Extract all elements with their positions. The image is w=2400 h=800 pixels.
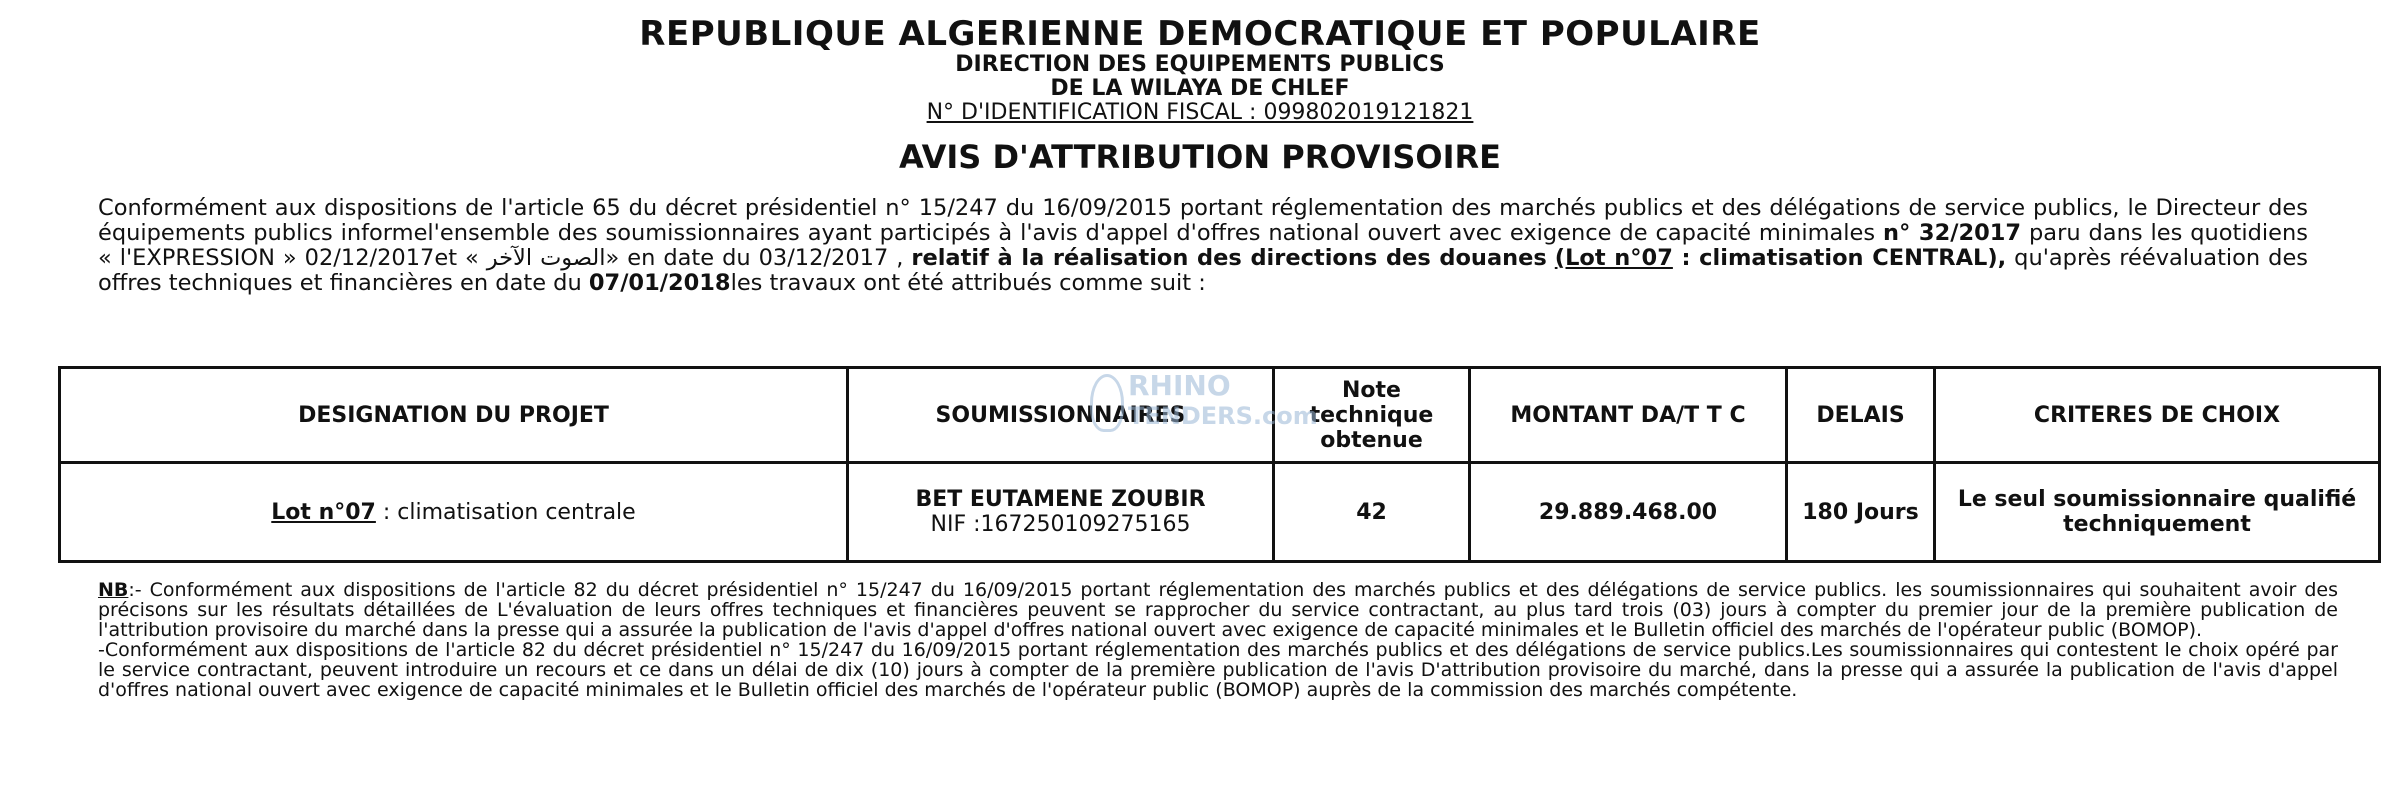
republic-heading: REPUBLIQUE ALGERIENNE DEMOCRATIQUE ET POPULAIRE xyxy=(639,14,1761,54)
table-header-row xyxy=(60,368,2380,463)
col-header-criteres: CRITERES DE CHOIX xyxy=(1935,368,2380,463)
soumissionnaire-name: BET EUTAMENE ZOUBIR xyxy=(915,487,1206,512)
direction-heading: DIRECTION DES EQUIPEMENTS PUBLICS xyxy=(955,52,1445,77)
lot-description: : climatisation centrale xyxy=(375,499,636,525)
cell-designation xyxy=(60,463,848,562)
lot-reference-label: (Lot n°07 xyxy=(1554,245,1673,271)
nb-text-1: :- Conformément aux dispositions de l'article 82 du décret présidentiel n° 15/247 du 16/09/2015 portant réglementation des marchés publics et des délégations de service publics. les soumissionnaires qui souhaitent avoir des précisons sur les résultats détaillées de L'évaluation de leurs offres techniques et financières peuvent se rapprocher du service contractant, au plus tard trois (03) jours à compter du premier jour de la première publication de l'attribution provisoire du marché dans la presse qui a assurée la publication de l'avis d'appel d'offres national ouvert avec exigence de capacité minimales et le Bulletin officiel des marchés de l'opérateur public (BOMOP). xyxy=(98,579,2338,641)
soumissionnaire-nif: NIF :167250109275165 xyxy=(930,512,1191,537)
cell-delais: 180 Jours xyxy=(1787,463,1935,562)
intro-text-2: paru dans les quotidiens « l'EXPRESSION » 02/12/2017et « xyxy=(98,220,2308,271)
intro-text-1: Conformément aux dispositions de l'article 65 du décret présidentiel n° 15/247 du 16/09/2015 portant réglementation des marchés publics et des délégations de service publics, le Directeur des équipements publics informel'ensemble des soumissionnaires ayant participés à l'avis d'appel d'offres national ouvert avec exigence de capacité minimales xyxy=(98,195,2308,246)
lot-reference xyxy=(1555,245,2006,271)
cell-criteres: Le seul soumissionnaire qualifié techniquement xyxy=(1935,463,2380,562)
cell-soumissionnaire xyxy=(848,463,1274,562)
notice-title: AVIS D'ATTRIBUTION PROVISOIRE xyxy=(898,138,1502,176)
intro-paragraph xyxy=(98,196,2308,296)
col-header-montant: MONTANT DA/T T C xyxy=(1470,368,1787,463)
nb-paragraph-1 xyxy=(98,580,2338,640)
relatif-text: relatif à la réalisation des directions des douanes xyxy=(911,245,1547,271)
evaluation-date: 07/01/2018 xyxy=(588,270,731,296)
watermark-line-2: TENDERS.com xyxy=(1128,402,1318,430)
wilaya-heading: DE LA WILAYA DE CHLEF xyxy=(1050,76,1350,101)
watermark-line-1: RHINO xyxy=(1128,369,1231,402)
cell-note: 42 xyxy=(1274,463,1470,562)
col-header-delais: DELAIS xyxy=(1787,368,1935,463)
avis-number: n° 32/2017 xyxy=(1883,220,2022,246)
intro-text-4: qu'après réévaluation des offres techniques et financières en date du xyxy=(98,245,2309,296)
nb-paragraph-2: -Conformément aux dispositions de l'article 82 du décret présidentiel n° 15/247 du 16/09/2015 portant réglementation des marchés publics et des délégations de service publics.Les soumissionnaires qui contestent le choix opéré par le service contractant, peuvent introduire un recours et ce dans un délai de dix (10) jours à compter de la première publication de l'avis D'attribution provisoire du marché, dans la presse qui a assurée la publication de l'avis d'appel d'offres national ouvert avec exigence de capacité minimales et le Bulletin officiel des marchés de l'opérateur public (BOMOP) auprès de la commission des marchés compétente. xyxy=(98,639,2338,701)
intro-text-5: les travaux ont été attribués comme suit : xyxy=(730,270,1206,296)
attribution-table xyxy=(58,366,2381,563)
arabic-newspaper-name: الصوت الآخر xyxy=(486,245,606,271)
fiscal-id: N° D'IDENTIFICATION FISCAL : 099802019121821 xyxy=(926,100,1474,125)
lot-reference-desc: : climatisation CENTRAL), xyxy=(1672,245,2007,271)
col-header-designation: DESIGNATION DU PROJET xyxy=(60,368,848,463)
intro-text-3: » en date du 03/12/2017 , xyxy=(605,245,912,271)
cell-montant: 29.889.468.00 xyxy=(1470,463,1787,562)
col-header-note: Note technique obtenue xyxy=(1274,368,1470,463)
lot-label: Lot n°07 xyxy=(271,499,376,525)
table-row xyxy=(60,463,2380,562)
nb-label: NB xyxy=(98,579,129,601)
col-header-soumissionnaires: SOUMISSIONNAIRES xyxy=(848,368,1274,463)
nb-section xyxy=(98,580,2338,700)
